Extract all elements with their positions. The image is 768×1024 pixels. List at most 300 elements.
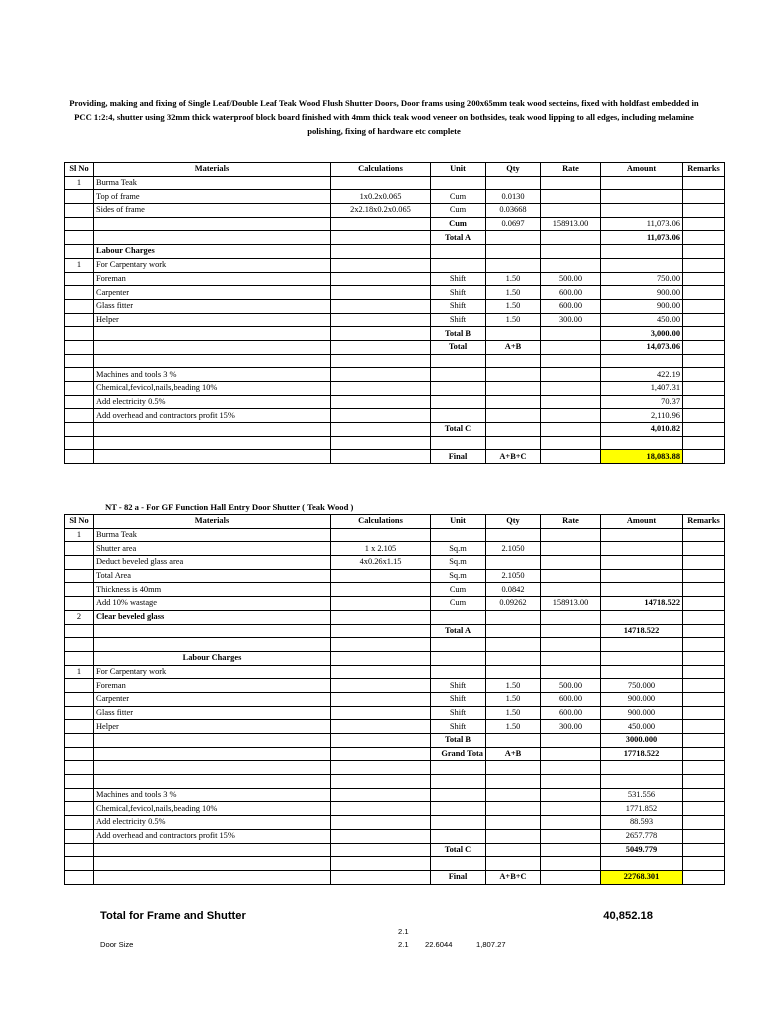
unit-cell: Total B (431, 734, 486, 748)
slno-cell (65, 569, 94, 583)
remarks-cell (683, 245, 725, 259)
slno-cell (65, 788, 94, 802)
calculation-cell (331, 583, 431, 597)
material-cell (94, 761, 331, 775)
qty-cell: 1.50 (486, 679, 541, 693)
calculation-cell (331, 692, 431, 706)
slno-cell (65, 409, 94, 423)
material-cell: Machines and tools 3 % (94, 788, 331, 802)
calculation-cell (331, 245, 431, 259)
rate-cell: 500.00 (541, 679, 601, 693)
remarks-cell (683, 382, 725, 396)
rate-cell (541, 556, 601, 570)
material-cell: Glass fitter (94, 299, 331, 313)
unit-cell (431, 395, 486, 409)
rate-cell (541, 816, 601, 830)
summary-value: 2.1 (398, 927, 409, 936)
slno-cell (65, 340, 94, 354)
amount-cell (601, 569, 683, 583)
slno-cell (65, 870, 94, 884)
rate-cell (541, 638, 601, 652)
unit-cell: Shift (431, 692, 486, 706)
slno-cell (65, 747, 94, 761)
table-row (65, 843, 725, 857)
calculation-cell (331, 272, 431, 286)
slno-cell (65, 542, 94, 556)
rate-cell: 600.00 (541, 299, 601, 313)
amount-cell: 4,010.82 (601, 423, 683, 437)
remarks-cell (683, 734, 725, 748)
amount-cell (601, 638, 683, 652)
material-cell: Add overhead and contractors profit 15% (94, 829, 331, 843)
calculation-cell (331, 775, 431, 789)
material-cell: Foreman (94, 272, 331, 286)
qty-cell: 1.50 (486, 299, 541, 313)
remarks-cell (683, 802, 725, 816)
unit-cell: Cum (431, 217, 486, 231)
calculation-cell (331, 802, 431, 816)
table-row (65, 857, 725, 871)
unit-cell: Total A (431, 231, 486, 245)
unit-cell: Sq.m (431, 542, 486, 556)
qty-cell (486, 528, 541, 542)
amount-cell: 900.00 (601, 299, 683, 313)
col-header-unit: Unit (431, 515, 486, 529)
material-cell (94, 775, 331, 789)
calculation-cell (331, 665, 431, 679)
amount-cell (601, 436, 683, 450)
table-row (65, 245, 725, 259)
slno-cell (65, 299, 94, 313)
calculation-cell (331, 720, 431, 734)
table-row (65, 354, 725, 368)
rate-cell (541, 542, 601, 556)
table-row (65, 624, 725, 638)
table-row (65, 610, 725, 624)
qty-cell: 1.50 (486, 720, 541, 734)
material-cell (94, 857, 331, 871)
slno-cell (65, 245, 94, 259)
table-row (65, 313, 725, 327)
door-size-amount: 1,807.27 (476, 940, 506, 949)
amount-cell (601, 857, 683, 871)
remarks-cell (683, 679, 725, 693)
rate-cell (541, 368, 601, 382)
table-row (65, 542, 725, 556)
unit-cell: Shift (431, 706, 486, 720)
unit-cell (431, 176, 486, 190)
amount-cell (601, 542, 683, 556)
amount-cell (601, 176, 683, 190)
amount-cell: 14718.522 (601, 597, 683, 611)
remarks-cell (683, 816, 725, 830)
col-header-materials: Materials (94, 515, 331, 529)
table-row (65, 829, 725, 843)
table-row (65, 788, 725, 802)
col-header-qty: Qty (486, 515, 541, 529)
remarks-cell (683, 313, 725, 327)
col-header-slno: Sl No (65, 163, 94, 177)
slno-cell: 1 (65, 258, 94, 272)
col-header-rate: Rate (541, 163, 601, 177)
col-header-qty: Qty (486, 163, 541, 177)
rate-cell (541, 624, 601, 638)
material-cell (94, 624, 331, 638)
rate-cell: 500.00 (541, 272, 601, 286)
qty-cell (486, 368, 541, 382)
table-row (65, 258, 725, 272)
unit-cell (431, 354, 486, 368)
qty-cell: A+B (486, 747, 541, 761)
calculation-cell (331, 638, 431, 652)
calculation-cell (331, 217, 431, 231)
material-cell (94, 870, 331, 884)
remarks-cell (683, 368, 725, 382)
rate-cell (541, 747, 601, 761)
material-cell (94, 843, 331, 857)
amount-cell (601, 528, 683, 542)
remarks-cell (683, 638, 725, 652)
calculation-cell (331, 450, 431, 464)
unit-cell (431, 816, 486, 830)
calculation-cell (331, 829, 431, 843)
qty-cell: 1.50 (486, 272, 541, 286)
rate-cell (541, 354, 601, 368)
amount-cell (601, 583, 683, 597)
qty-cell (486, 610, 541, 624)
slno-cell (65, 802, 94, 816)
unit-cell: Total C (431, 843, 486, 857)
table-row (65, 720, 725, 734)
material-cell (94, 747, 331, 761)
slno-cell (65, 720, 94, 734)
remarks-cell (683, 450, 725, 464)
material-cell: Sides of frame (94, 204, 331, 218)
material-cell: Labour Charges (94, 245, 331, 259)
qty-cell: 0.0130 (486, 190, 541, 204)
material-cell: Glass fitter (94, 706, 331, 720)
calculation-cell (331, 843, 431, 857)
material-cell: Add 10% wastage (94, 597, 331, 611)
unit-cell: Total (431, 340, 486, 354)
remarks-cell (683, 843, 725, 857)
calculation-cell (331, 382, 431, 396)
qty-cell (486, 423, 541, 437)
material-cell: Machines and tools 3 % (94, 368, 331, 382)
calculation-cell (331, 870, 431, 884)
qty-cell (486, 176, 541, 190)
material-cell: Carpenter (94, 286, 331, 300)
qty-cell (486, 231, 541, 245)
amount-cell: 18,083.88 (601, 450, 683, 464)
amount-cell: 900.00 (601, 286, 683, 300)
unit-cell (431, 610, 486, 624)
amount-cell: 3,000.00 (601, 327, 683, 341)
table-row (65, 286, 725, 300)
col-header-remarks: Remarks (683, 163, 725, 177)
qty-cell (486, 857, 541, 871)
qty-cell (486, 665, 541, 679)
calculation-cell (331, 857, 431, 871)
unit-cell: Cum (431, 190, 486, 204)
amount-cell (601, 354, 683, 368)
unit-cell: Shift (431, 313, 486, 327)
table-row (65, 651, 725, 665)
calculation-cell (331, 624, 431, 638)
amount-cell: 2,110.96 (601, 409, 683, 423)
qty-cell (486, 245, 541, 259)
unit-cell: Shift (431, 286, 486, 300)
calculation-cell (331, 286, 431, 300)
amount-cell: 450.00 (601, 313, 683, 327)
remarks-cell (683, 190, 725, 204)
table-row (65, 761, 725, 775)
slno-cell (65, 843, 94, 857)
summary-row (0, 927, 768, 939)
remarks-cell (683, 597, 725, 611)
unit-cell (431, 436, 486, 450)
qty-cell (486, 638, 541, 652)
material-cell: Foreman (94, 679, 331, 693)
rate-cell (541, 788, 601, 802)
material-cell: Add electricity 0.5% (94, 816, 331, 830)
amount-cell: 2657.778 (601, 829, 683, 843)
unit-cell: Final (431, 870, 486, 884)
qty-cell: 1.50 (486, 313, 541, 327)
unit-cell: Shift (431, 272, 486, 286)
rate-cell (541, 583, 601, 597)
remarks-cell (683, 706, 725, 720)
calculation-cell (331, 679, 431, 693)
slno-cell (65, 327, 94, 341)
material-cell (94, 423, 331, 437)
col-header-slno: Sl No (65, 515, 94, 529)
remarks-cell (683, 299, 725, 313)
table-row (65, 299, 725, 313)
qty-cell: 1.50 (486, 706, 541, 720)
calculation-cell (331, 569, 431, 583)
amount-cell (601, 610, 683, 624)
unit-cell: Cum (431, 583, 486, 597)
qty-cell (486, 354, 541, 368)
rate-cell (541, 843, 601, 857)
rate-cell (541, 395, 601, 409)
qty-cell: A+B+C (486, 870, 541, 884)
unit-cell (431, 651, 486, 665)
unit-cell (431, 638, 486, 652)
unit-cell (431, 775, 486, 789)
rate-cell (541, 450, 601, 464)
calculation-cell (331, 231, 431, 245)
door-size-label: Door Size (100, 940, 134, 949)
qty-cell: 2.1050 (486, 569, 541, 583)
slno-cell (65, 761, 94, 775)
col-header-unit: Unit (431, 163, 486, 177)
amount-cell (601, 190, 683, 204)
remarks-cell (683, 231, 725, 245)
table-row (65, 272, 725, 286)
material-cell: Thickness is 40mm (94, 583, 331, 597)
material-cell (94, 231, 331, 245)
table-row (65, 692, 725, 706)
table-row (65, 583, 725, 597)
amount-cell: 88.593 (601, 816, 683, 830)
table-row (65, 436, 725, 450)
remarks-cell (683, 354, 725, 368)
unit-cell: Shift (431, 679, 486, 693)
table-row (65, 409, 725, 423)
calculation-cell (331, 258, 431, 272)
qty-cell (486, 829, 541, 843)
qty-cell: 0.0697 (486, 217, 541, 231)
amount-cell: 14718.522 (601, 624, 683, 638)
rate-cell: 600.00 (541, 286, 601, 300)
table-row (65, 528, 725, 542)
calculation-cell (331, 409, 431, 423)
slno-cell (65, 775, 94, 789)
rate-cell (541, 610, 601, 624)
rate-cell (541, 857, 601, 871)
qty-cell (486, 816, 541, 830)
slno-cell (65, 368, 94, 382)
slno-cell (65, 556, 94, 570)
table-row (65, 395, 725, 409)
calculation-cell (331, 747, 431, 761)
unit-cell (431, 761, 486, 775)
qty-cell: A+B (486, 340, 541, 354)
material-cell: Helper (94, 720, 331, 734)
document-heading: Providing, making and fixing of Single Leaf/Double Leaf Teak Wood Flush Shutter Doors, Door frams using 200x65mm teak wood secteins, fixed with holdfast embedded in PCC 1:2:4, shutter using 32mm thick waterproof block board finished with 4mm thick teak wood veneer on bothsides, teak wood lipping to all edges, including melamine polishing, fixing of hardware etc complete (69, 98, 699, 136)
remarks-cell (683, 651, 725, 665)
amount-cell (601, 761, 683, 775)
qty-cell (486, 761, 541, 775)
qty-cell (486, 436, 541, 450)
amount-cell (601, 651, 683, 665)
remarks-cell (683, 610, 725, 624)
remarks-cell (683, 747, 725, 761)
amount-cell: 22768.301 (601, 870, 683, 884)
table-row (65, 382, 725, 396)
remarks-cell (683, 829, 725, 843)
slno-cell (65, 436, 94, 450)
estimate-table-frame (64, 162, 720, 464)
calculation-cell (331, 368, 431, 382)
qty-cell (486, 775, 541, 789)
amount-cell: 1,407.31 (601, 382, 683, 396)
table-row (65, 176, 725, 190)
slno-cell (65, 190, 94, 204)
rate-cell (541, 734, 601, 748)
material-cell (94, 450, 331, 464)
grand-total-line (0, 910, 768, 926)
calculation-cell: 1x0.2x0.065 (331, 190, 431, 204)
calculation-cell (331, 761, 431, 775)
amount-cell: 5049.779 (601, 843, 683, 857)
door-size-row (0, 940, 768, 952)
table-row (65, 327, 725, 341)
amount-cell (601, 775, 683, 789)
remarks-cell (683, 857, 725, 871)
unit-cell (431, 382, 486, 396)
calculation-cell (331, 354, 431, 368)
table-row (65, 775, 725, 789)
unit-cell: Sq.m (431, 569, 486, 583)
col-header-materials: Materials (94, 163, 331, 177)
remarks-cell (683, 176, 725, 190)
material-cell: Helper (94, 313, 331, 327)
material-cell (94, 436, 331, 450)
grand-total-label: Total for Frame and Shutter (100, 910, 246, 922)
amount-cell (601, 245, 683, 259)
qty-cell (486, 788, 541, 802)
table-row (65, 597, 725, 611)
remarks-cell (683, 870, 725, 884)
material-cell: Add electricity 0.5% (94, 395, 331, 409)
rate-cell: 158913.00 (541, 597, 601, 611)
qty-cell: 0.0842 (486, 583, 541, 597)
shutter-estimate-table (64, 514, 725, 885)
table-row (65, 423, 725, 437)
rate-cell (541, 245, 601, 259)
amount-cell: 14,073.06 (601, 340, 683, 354)
rate-cell (541, 761, 601, 775)
unit-cell (431, 528, 486, 542)
qty-cell (486, 382, 541, 396)
calculation-cell (331, 423, 431, 437)
calculation-cell: 2x2.18x0.2x0.065 (331, 204, 431, 218)
unit-cell (431, 665, 486, 679)
col-header-calculations: Calculations (331, 163, 431, 177)
remarks-cell (683, 542, 725, 556)
slno-cell: 2 (65, 610, 94, 624)
slno-cell (65, 423, 94, 437)
slno-cell (65, 816, 94, 830)
slno-cell (65, 286, 94, 300)
rate-cell (541, 176, 601, 190)
slno-cell: 1 (65, 176, 94, 190)
remarks-cell (683, 665, 725, 679)
slno-cell (65, 651, 94, 665)
calculation-cell (331, 734, 431, 748)
slno-cell (65, 692, 94, 706)
unit-cell (431, 245, 486, 259)
material-cell (94, 327, 331, 341)
remarks-cell (683, 204, 725, 218)
amount-cell: 750.00 (601, 272, 683, 286)
table-row (65, 870, 725, 884)
qty-cell (486, 843, 541, 857)
table-row (65, 747, 725, 761)
unit-cell (431, 857, 486, 871)
unit-cell: Cum (431, 597, 486, 611)
material-cell (94, 354, 331, 368)
slno-cell (65, 734, 94, 748)
remarks-cell (683, 788, 725, 802)
calculation-cell (331, 436, 431, 450)
unit-cell (431, 788, 486, 802)
col-header-remarks: Remarks (683, 515, 725, 529)
rate-cell (541, 651, 601, 665)
rate-cell: 300.00 (541, 720, 601, 734)
slno-cell: 1 (65, 528, 94, 542)
estimate-table-shutter (64, 514, 720, 885)
rate-cell (541, 258, 601, 272)
unit-cell: Shift (431, 720, 486, 734)
slno-cell (65, 829, 94, 843)
unit-cell (431, 368, 486, 382)
rate-cell (541, 190, 601, 204)
slno-cell (65, 272, 94, 286)
